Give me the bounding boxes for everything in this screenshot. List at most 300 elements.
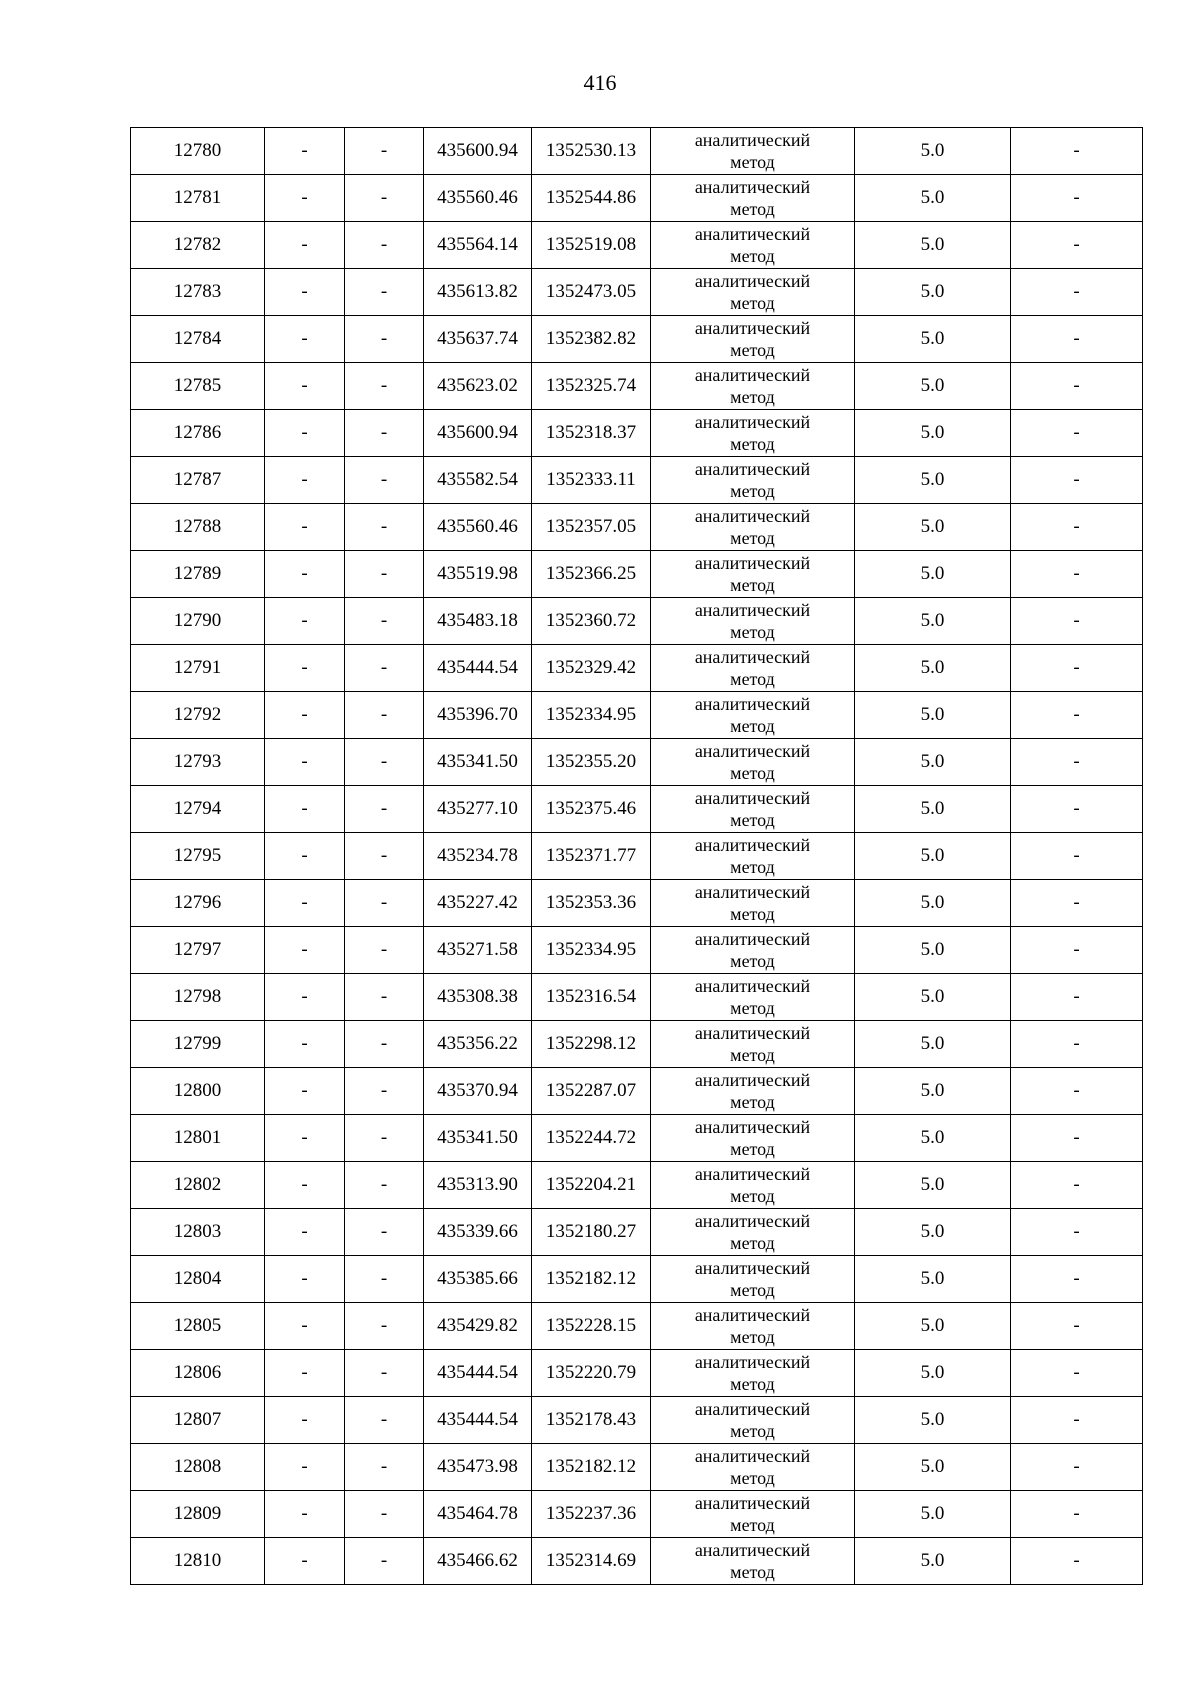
column-8-cell: - xyxy=(1011,786,1143,833)
x-coordinate-cell: 435444.54 xyxy=(424,1350,532,1397)
column-3-cell: - xyxy=(345,645,424,692)
method-line-2: метод xyxy=(730,575,775,595)
column-3-cell: - xyxy=(345,598,424,645)
method-line-2: метод xyxy=(730,387,775,407)
method-line-2: метод xyxy=(730,199,775,219)
point-number-cell: 12798 xyxy=(131,974,265,1021)
method-cell xyxy=(651,175,855,222)
x-coordinate-cell: 435600.94 xyxy=(424,128,532,175)
column-3-cell: - xyxy=(345,1115,424,1162)
method-cell xyxy=(651,410,855,457)
precision-cell: 5.0 xyxy=(855,1115,1011,1162)
column-3-cell: - xyxy=(345,410,424,457)
column-2-cell: - xyxy=(265,1303,345,1350)
method-line-2: метод xyxy=(730,340,775,360)
column-8-cell: - xyxy=(1011,1068,1143,1115)
method-cell xyxy=(651,1444,855,1491)
point-number-cell: 12780 xyxy=(131,128,265,175)
point-number-cell: 12807 xyxy=(131,1397,265,1444)
column-3-cell: - xyxy=(345,1350,424,1397)
column-2-cell: - xyxy=(265,128,345,175)
column-3-cell: - xyxy=(345,1303,424,1350)
method-cell xyxy=(651,692,855,739)
table-row xyxy=(131,1256,1143,1303)
column-3-cell: - xyxy=(345,739,424,786)
table-row xyxy=(131,1303,1143,1350)
method-line-2: метод xyxy=(730,1186,775,1206)
method-cell xyxy=(651,880,855,927)
y-coordinate-cell: 1352204.21 xyxy=(532,1162,651,1209)
y-coordinate-cell: 1352375.46 xyxy=(532,786,651,833)
method-cell xyxy=(651,269,855,316)
method-cell xyxy=(651,1256,855,1303)
column-8-cell: - xyxy=(1011,504,1143,551)
precision-cell: 5.0 xyxy=(855,692,1011,739)
point-number-cell: 12805 xyxy=(131,1303,265,1350)
column-2-cell: - xyxy=(265,1444,345,1491)
method-cell xyxy=(651,974,855,1021)
column-8-cell: - xyxy=(1011,1350,1143,1397)
column-2-cell: - xyxy=(265,1397,345,1444)
y-coordinate-cell: 1352360.72 xyxy=(532,598,651,645)
y-coordinate-cell: 1352298.12 xyxy=(532,1021,651,1068)
point-number-cell: 12781 xyxy=(131,175,265,222)
precision-cell: 5.0 xyxy=(855,175,1011,222)
precision-cell: 5.0 xyxy=(855,1303,1011,1350)
column-8-cell: - xyxy=(1011,739,1143,786)
column-8-cell: - xyxy=(1011,1209,1143,1256)
method-cell xyxy=(651,457,855,504)
column-2-cell: - xyxy=(265,269,345,316)
y-coordinate-cell: 1352244.72 xyxy=(532,1115,651,1162)
method-line-1: аналитический xyxy=(694,835,811,855)
method-line-2: метод xyxy=(730,246,775,266)
y-coordinate-cell: 1352182.12 xyxy=(532,1444,651,1491)
y-coordinate-cell: 1352220.79 xyxy=(532,1350,651,1397)
precision-cell: 5.0 xyxy=(855,1491,1011,1538)
y-coordinate-cell: 1352334.95 xyxy=(532,692,651,739)
column-8-cell: - xyxy=(1011,1303,1143,1350)
point-number-cell: 12790 xyxy=(131,598,265,645)
precision-cell: 5.0 xyxy=(855,786,1011,833)
method-line-2: метод xyxy=(730,763,775,783)
point-number-cell: 12795 xyxy=(131,833,265,880)
method-line-1: аналитический xyxy=(694,788,811,808)
y-coordinate-cell: 1352178.43 xyxy=(532,1397,651,1444)
method-line-2: метод xyxy=(730,434,775,454)
method-line-1: аналитический xyxy=(694,1493,811,1513)
column-2-cell: - xyxy=(265,551,345,598)
method-line-2: метод xyxy=(730,622,775,642)
column-8-cell: - xyxy=(1011,1397,1143,1444)
precision-cell: 5.0 xyxy=(855,880,1011,927)
y-coordinate-cell: 1352355.20 xyxy=(532,739,651,786)
method-line-1: аналитический xyxy=(694,553,811,573)
column-3-cell: - xyxy=(345,175,424,222)
x-coordinate-cell: 435519.98 xyxy=(424,551,532,598)
method-line-2: метод xyxy=(730,1233,775,1253)
x-coordinate-cell: 435356.22 xyxy=(424,1021,532,1068)
method-cell xyxy=(651,739,855,786)
point-number-cell: 12783 xyxy=(131,269,265,316)
method-line-1: аналитический xyxy=(694,600,811,620)
x-coordinate-cell: 435277.10 xyxy=(424,786,532,833)
column-2-cell: - xyxy=(265,598,345,645)
table-row xyxy=(131,1491,1143,1538)
method-line-1: аналитический xyxy=(694,1446,811,1466)
method-cell xyxy=(651,1491,855,1538)
table-body xyxy=(131,128,1143,1585)
table-row xyxy=(131,1068,1143,1115)
point-number-cell: 12782 xyxy=(131,222,265,269)
method-line-1: аналитический xyxy=(694,1211,811,1231)
column-8-cell: - xyxy=(1011,128,1143,175)
point-number-cell: 12809 xyxy=(131,1491,265,1538)
method-line-1: аналитический xyxy=(694,694,811,714)
x-coordinate-cell: 435227.42 xyxy=(424,880,532,927)
method-cell xyxy=(651,1209,855,1256)
column-2-cell: - xyxy=(265,363,345,410)
y-coordinate-cell: 1352318.37 xyxy=(532,410,651,457)
x-coordinate-cell: 435370.94 xyxy=(424,1068,532,1115)
x-coordinate-cell: 435464.78 xyxy=(424,1491,532,1538)
method-cell xyxy=(651,1303,855,1350)
method-line-1: аналитический xyxy=(694,1352,811,1372)
y-coordinate-cell: 1352325.74 xyxy=(532,363,651,410)
column-2-cell: - xyxy=(265,457,345,504)
table-row xyxy=(131,410,1143,457)
table-row xyxy=(131,1115,1143,1162)
x-coordinate-cell: 435396.70 xyxy=(424,692,532,739)
method-cell xyxy=(651,1068,855,1115)
y-coordinate-cell: 1352180.27 xyxy=(532,1209,651,1256)
x-coordinate-cell: 435339.66 xyxy=(424,1209,532,1256)
x-coordinate-cell: 435473.98 xyxy=(424,1444,532,1491)
column-8-cell: - xyxy=(1011,880,1143,927)
column-2-cell: - xyxy=(265,927,345,974)
y-coordinate-cell: 1352473.05 xyxy=(532,269,651,316)
method-cell xyxy=(651,598,855,645)
table-row xyxy=(131,1209,1143,1256)
column-3-cell: - xyxy=(345,927,424,974)
precision-cell: 5.0 xyxy=(855,1350,1011,1397)
y-coordinate-cell: 1352382.82 xyxy=(532,316,651,363)
column-8-cell: - xyxy=(1011,1162,1143,1209)
column-2-cell: - xyxy=(265,410,345,457)
method-line-1: аналитический xyxy=(694,365,811,385)
coordinates-table xyxy=(130,127,1143,1585)
column-2-cell: - xyxy=(265,692,345,739)
method-cell xyxy=(651,1397,855,1444)
point-number-cell: 12793 xyxy=(131,739,265,786)
method-cell xyxy=(651,128,855,175)
method-line-1: аналитический xyxy=(694,741,811,761)
precision-cell: 5.0 xyxy=(855,269,1011,316)
method-line-2: метод xyxy=(730,810,775,830)
method-line-1: аналитический xyxy=(694,647,811,667)
column-2-cell: - xyxy=(265,1021,345,1068)
y-coordinate-cell: 1352371.77 xyxy=(532,833,651,880)
point-number-cell: 12803 xyxy=(131,1209,265,1256)
precision-cell: 5.0 xyxy=(855,1538,1011,1585)
column-2-cell: - xyxy=(265,1350,345,1397)
precision-cell: 5.0 xyxy=(855,1021,1011,1068)
precision-cell: 5.0 xyxy=(855,1256,1011,1303)
column-8-cell: - xyxy=(1011,692,1143,739)
x-coordinate-cell: 435429.82 xyxy=(424,1303,532,1350)
x-coordinate-cell: 435271.58 xyxy=(424,927,532,974)
x-coordinate-cell: 435466.62 xyxy=(424,1538,532,1585)
table-row xyxy=(131,880,1143,927)
column-2-cell: - xyxy=(265,316,345,363)
column-3-cell: - xyxy=(345,1397,424,1444)
precision-cell: 5.0 xyxy=(855,974,1011,1021)
method-line-2: метод xyxy=(730,1327,775,1347)
method-line-1: аналитический xyxy=(694,882,811,902)
x-coordinate-cell: 435483.18 xyxy=(424,598,532,645)
method-line-2: метод xyxy=(730,1280,775,1300)
column-3-cell: - xyxy=(345,833,424,880)
method-line-2: метод xyxy=(730,1468,775,1488)
method-line-2: метод xyxy=(730,1045,775,1065)
method-line-1: аналитический xyxy=(694,459,811,479)
method-line-2: метод xyxy=(730,716,775,736)
point-number-cell: 12786 xyxy=(131,410,265,457)
table-row xyxy=(131,1538,1143,1585)
column-3-cell: - xyxy=(345,222,424,269)
point-number-cell: 12810 xyxy=(131,1538,265,1585)
precision-cell: 5.0 xyxy=(855,1162,1011,1209)
column-3-cell: - xyxy=(345,974,424,1021)
point-number-cell: 12808 xyxy=(131,1444,265,1491)
column-2-cell: - xyxy=(265,880,345,927)
column-3-cell: - xyxy=(345,128,424,175)
point-number-cell: 12801 xyxy=(131,1115,265,1162)
table-row xyxy=(131,551,1143,598)
point-number-cell: 12802 xyxy=(131,1162,265,1209)
table-row xyxy=(131,504,1143,551)
column-8-cell: - xyxy=(1011,1491,1143,1538)
point-number-cell: 12804 xyxy=(131,1256,265,1303)
table-row xyxy=(131,128,1143,175)
column-8-cell: - xyxy=(1011,175,1143,222)
point-number-cell: 12794 xyxy=(131,786,265,833)
point-number-cell: 12784 xyxy=(131,316,265,363)
precision-cell: 5.0 xyxy=(855,739,1011,786)
table-row xyxy=(131,1021,1143,1068)
table-row xyxy=(131,1444,1143,1491)
method-line-2: метод xyxy=(730,1374,775,1394)
column-8-cell: - xyxy=(1011,645,1143,692)
column-3-cell: - xyxy=(345,1068,424,1115)
column-8-cell: - xyxy=(1011,1115,1143,1162)
table-row xyxy=(131,1397,1143,1444)
point-number-cell: 12806 xyxy=(131,1350,265,1397)
column-2-cell: - xyxy=(265,833,345,880)
method-cell xyxy=(651,1162,855,1209)
y-coordinate-cell: 1352530.13 xyxy=(532,128,651,175)
precision-cell: 5.0 xyxy=(855,1209,1011,1256)
method-line-2: метод xyxy=(730,951,775,971)
y-coordinate-cell: 1352314.69 xyxy=(532,1538,651,1585)
precision-cell: 5.0 xyxy=(855,457,1011,504)
method-line-1: аналитический xyxy=(694,412,811,432)
column-3-cell: - xyxy=(345,1538,424,1585)
precision-cell: 5.0 xyxy=(855,504,1011,551)
method-line-2: метод xyxy=(730,904,775,924)
precision-cell: 5.0 xyxy=(855,1444,1011,1491)
precision-cell: 5.0 xyxy=(855,927,1011,974)
method-cell xyxy=(651,363,855,410)
method-line-2: метод xyxy=(730,1562,775,1582)
precision-cell: 5.0 xyxy=(855,222,1011,269)
precision-cell: 5.0 xyxy=(855,1068,1011,1115)
method-line-1: аналитический xyxy=(694,1305,811,1325)
column-2-cell: - xyxy=(265,1538,345,1585)
x-coordinate-cell: 435600.94 xyxy=(424,410,532,457)
x-coordinate-cell: 435308.38 xyxy=(424,974,532,1021)
method-line-1: аналитический xyxy=(694,506,811,526)
y-coordinate-cell: 1352228.15 xyxy=(532,1303,651,1350)
precision-cell: 5.0 xyxy=(855,833,1011,880)
point-number-cell: 12799 xyxy=(131,1021,265,1068)
column-8-cell: - xyxy=(1011,1256,1143,1303)
precision-cell: 5.0 xyxy=(855,645,1011,692)
method-line-2: метод xyxy=(730,152,775,172)
column-3-cell: - xyxy=(345,1021,424,1068)
column-8-cell: - xyxy=(1011,410,1143,457)
column-3-cell: - xyxy=(345,692,424,739)
method-line-1: аналитический xyxy=(694,1258,811,1278)
y-coordinate-cell: 1352334.95 xyxy=(532,927,651,974)
precision-cell: 5.0 xyxy=(855,128,1011,175)
column-2-cell: - xyxy=(265,504,345,551)
precision-cell: 5.0 xyxy=(855,598,1011,645)
column-3-cell: - xyxy=(345,1256,424,1303)
method-cell xyxy=(651,551,855,598)
y-coordinate-cell: 1352237.36 xyxy=(532,1491,651,1538)
method-line-1: аналитический xyxy=(694,1117,811,1137)
column-8-cell: - xyxy=(1011,269,1143,316)
column-3-cell: - xyxy=(345,880,424,927)
column-8-cell: - xyxy=(1011,457,1143,504)
method-line-2: метод xyxy=(730,857,775,877)
column-3-cell: - xyxy=(345,1162,424,1209)
column-3-cell: - xyxy=(345,1491,424,1538)
point-number-cell: 12792 xyxy=(131,692,265,739)
x-coordinate-cell: 435341.50 xyxy=(424,739,532,786)
table-row xyxy=(131,1350,1143,1397)
method-cell xyxy=(651,1021,855,1068)
method-cell xyxy=(651,1115,855,1162)
column-2-cell: - xyxy=(265,222,345,269)
method-line-2: метод xyxy=(730,528,775,548)
x-coordinate-cell: 435341.50 xyxy=(424,1115,532,1162)
table-row xyxy=(131,645,1143,692)
method-line-2: метод xyxy=(730,1092,775,1112)
column-8-cell: - xyxy=(1011,927,1143,974)
method-line-1: аналитический xyxy=(694,1070,811,1090)
column-8-cell: - xyxy=(1011,551,1143,598)
precision-cell: 5.0 xyxy=(855,316,1011,363)
x-coordinate-cell: 435234.78 xyxy=(424,833,532,880)
table-row xyxy=(131,363,1143,410)
precision-cell: 5.0 xyxy=(855,551,1011,598)
y-coordinate-cell: 1352544.86 xyxy=(532,175,651,222)
method-line-1: аналитический xyxy=(694,318,811,338)
y-coordinate-cell: 1352333.11 xyxy=(532,457,651,504)
method-line-2: метод xyxy=(730,1515,775,1535)
table-row xyxy=(131,739,1143,786)
column-8-cell: - xyxy=(1011,222,1143,269)
method-line-1: аналитический xyxy=(694,1164,811,1184)
x-coordinate-cell: 435637.74 xyxy=(424,316,532,363)
x-coordinate-cell: 435560.46 xyxy=(424,504,532,551)
x-coordinate-cell: 435560.46 xyxy=(424,175,532,222)
method-line-2: метод xyxy=(730,1139,775,1159)
column-8-cell: - xyxy=(1011,363,1143,410)
column-2-cell: - xyxy=(265,1491,345,1538)
x-coordinate-cell: 435582.54 xyxy=(424,457,532,504)
column-2-cell: - xyxy=(265,1115,345,1162)
method-cell xyxy=(651,222,855,269)
point-number-cell: 12785 xyxy=(131,363,265,410)
column-2-cell: - xyxy=(265,1256,345,1303)
point-number-cell: 12800 xyxy=(131,1068,265,1115)
y-coordinate-cell: 1352353.36 xyxy=(532,880,651,927)
table-row xyxy=(131,786,1143,833)
column-2-cell: - xyxy=(265,1162,345,1209)
method-line-2: метод xyxy=(730,481,775,501)
method-line-2: метод xyxy=(730,1421,775,1441)
column-3-cell: - xyxy=(345,1209,424,1256)
column-3-cell: - xyxy=(345,457,424,504)
column-2-cell: - xyxy=(265,1068,345,1115)
table-row xyxy=(131,1162,1143,1209)
x-coordinate-cell: 435613.82 xyxy=(424,269,532,316)
method-line-2: метод xyxy=(730,293,775,313)
column-3-cell: - xyxy=(345,1444,424,1491)
column-2-cell: - xyxy=(265,974,345,1021)
y-coordinate-cell: 1352182.12 xyxy=(532,1256,651,1303)
column-8-cell: - xyxy=(1011,1021,1143,1068)
y-coordinate-cell: 1352329.42 xyxy=(532,645,651,692)
table-row xyxy=(131,974,1143,1021)
x-coordinate-cell: 435444.54 xyxy=(424,645,532,692)
method-line-1: аналитический xyxy=(694,271,811,291)
column-3-cell: - xyxy=(345,316,424,363)
table-row xyxy=(131,175,1143,222)
x-coordinate-cell: 435623.02 xyxy=(424,363,532,410)
column-3-cell: - xyxy=(345,786,424,833)
column-2-cell: - xyxy=(265,786,345,833)
column-8-cell: - xyxy=(1011,974,1143,1021)
method-cell xyxy=(651,316,855,363)
table-row xyxy=(131,833,1143,880)
column-2-cell: - xyxy=(265,645,345,692)
column-8-cell: - xyxy=(1011,1444,1143,1491)
column-3-cell: - xyxy=(345,551,424,598)
precision-cell: 5.0 xyxy=(855,410,1011,457)
column-2-cell: - xyxy=(265,1209,345,1256)
x-coordinate-cell: 435385.66 xyxy=(424,1256,532,1303)
column-8-cell: - xyxy=(1011,316,1143,363)
y-coordinate-cell: 1352366.25 xyxy=(532,551,651,598)
method-line-1: аналитический xyxy=(694,929,811,949)
point-number-cell: 12789 xyxy=(131,551,265,598)
table-row xyxy=(131,598,1143,645)
method-line-1: аналитический xyxy=(694,1399,811,1419)
